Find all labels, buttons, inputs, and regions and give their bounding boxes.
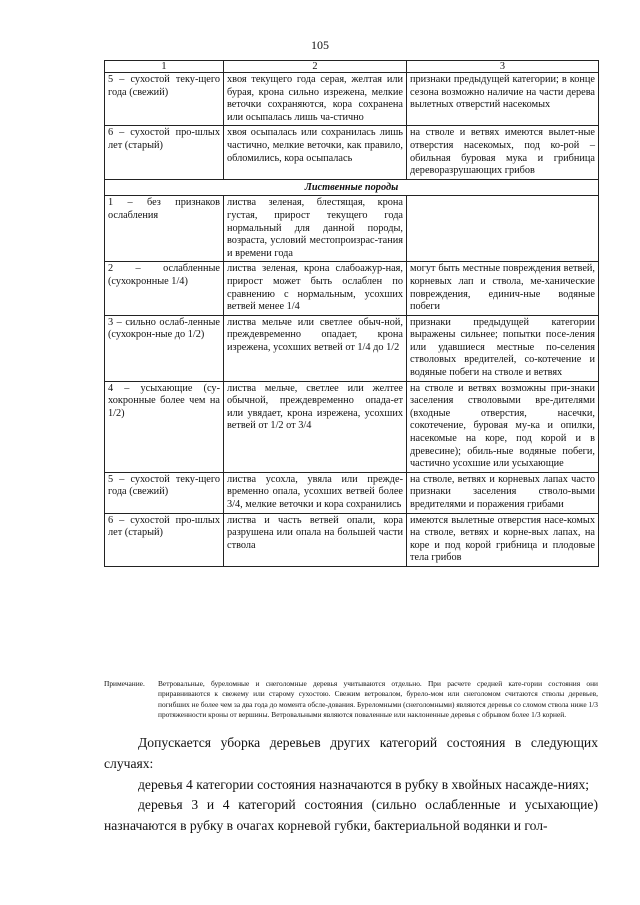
category-cell: 6 – сухостой про-шлых лет (старый) xyxy=(105,126,224,179)
section-title: Лиственные породы xyxy=(105,179,599,196)
body-text xyxy=(104,733,598,837)
table-row xyxy=(105,126,599,179)
signs-cell: листва мельче, светлее или желтее обычной, преждевременно опада-ет или увядает, крона изрежена, усохших ветвей от 1/2 от 3/4 xyxy=(224,381,407,472)
note-label: Примечание. xyxy=(104,679,145,688)
signs-cell: хвоя осыпалась или сохранилась лишь частично, мелкие веточки, как правило, обломились, кора осыпалась xyxy=(224,126,407,179)
table-row xyxy=(105,73,599,126)
column-number-1: 1 xyxy=(105,61,224,73)
category-cell: 6 – сухостой про-шлых лет (старый) xyxy=(105,513,224,566)
paragraph: деревья 3 и 4 категорий состояния (сильно ослабленные и усыхающие) назначаются в рубку в очагах корневой губки, бактериальной водянки и гол- xyxy=(104,797,598,834)
paragraph: Допускается уборка деревьев других категорий состояния в следующих случаях: xyxy=(104,735,598,771)
table-row xyxy=(105,472,599,513)
table-row xyxy=(105,381,599,472)
tree-condition-table xyxy=(104,60,599,567)
extra-signs-cell: могут быть местные повреждения ветвей, корневых лап и ствола, ме-ханические повреждения, единич-ные водяные побеги xyxy=(407,262,599,315)
table-row xyxy=(105,513,599,566)
table-note xyxy=(104,679,598,721)
extra-signs-cell: на стволе, ветвях и корневых лапах часто признаки заселения стволо-выми вредителями и поражения грибами xyxy=(407,472,599,513)
table-row xyxy=(105,315,599,381)
category-cell: 2 – ослабленные (сухокронные 1/4) xyxy=(105,262,224,315)
signs-cell: листва зеленая, крона слабоажур-ная, прирост может быть ослаблен по сравнению с нормальным, усохших ветвей менее 1/4 xyxy=(224,262,407,315)
column-number-row xyxy=(105,61,599,73)
extra-signs-cell: на стволе и ветвях имеются вылет-ные отверстия насекомых, под ко-рой – обильная буровая мука и грибница дереворазрушающих грибов xyxy=(407,126,599,179)
note-text: Ветровальные, буреломные и снеголомные деревья учитываются отдельно. При расчете средней кате-гории состояния они приравниваются к свежему или старому сухостою. Свежим ветровалом, бурело-мом или снеголомом считаются стволы деревьев, погибших не более чем за два года до момента обсле-дования. Буреломными (снеголомными) являются деревья со сломом ствола ниже 1/3 протяженности кроны от вершины. Ветровальными являются поваленные или наклоненные деревья с обрывом более 1/3 корней. xyxy=(158,679,598,720)
page-number: 105 xyxy=(311,38,329,52)
signs-cell: листва и часть ветвей опали, кора разрушена или опала на большей части ствола xyxy=(224,513,407,566)
column-number-3: 3 xyxy=(407,61,599,73)
extra-signs-cell: на стволе и ветвях возможны при-знаки заселения стволовыми вре-дителями (входные отверстия, насечки, сокотечение, буровая му-ка и опилки, насекомые на коре, под корой и в древесине); обиль-ные водяные побеги, частично усохшие или усыхающие xyxy=(407,381,599,472)
extra-signs-cell: признаки предыдущей категории выражены сильнее; попытки посе-ления или удавшиеся местные по-селения стволовых вредителей, со-котечение и водяные побеги на стволе и ветвях xyxy=(407,315,599,381)
signs-cell: листва мельче или светлее обыч-ной, преждевременно опадает, крона изрежена, усохших ветвей от 1/4 до 1/2 xyxy=(224,315,407,381)
table-row xyxy=(105,196,599,262)
column-number-2: 2 xyxy=(224,61,407,73)
table-row xyxy=(105,262,599,315)
signs-cell: листва усохла, увяла или прежде-временно опала, усохших ветвей более 3/4, мелкие веточки и кора сохранились xyxy=(224,472,407,513)
category-cell: 5 – сухостой теку-щего года (свежий) xyxy=(105,472,224,513)
category-cell: 5 – сухостой теку-щего года (свежий) xyxy=(105,73,224,126)
extra-signs-cell: признаки предыдущей категории; в конце сезона возможно наличие на части дерева вылетных отверстий насекомых xyxy=(407,73,599,126)
section-row xyxy=(105,179,599,196)
category-cell: 4 – усыхающие (су-хокронные более чем на 1/2) xyxy=(105,381,224,472)
extra-signs-cell xyxy=(407,196,599,262)
paragraph: деревья 4 категории состояния назначаются в рубку в хвойных насажде-ниях; xyxy=(138,776,590,792)
extra-signs-cell: имеются вылетные отверстия насе-комых на стволе, ветвях и корне-вых лапах, на коре и под корой грибница и плодовые тела грибов xyxy=(407,513,599,566)
category-cell: 1 – без признаков ослабления xyxy=(105,196,224,262)
signs-cell: листва зеленая, блестящая, крона густая, прирост текущего года нормальный для данной породы, возраста, условий местопроизрас-тания и времени года xyxy=(224,196,407,262)
signs-cell: хвоя текущего года серая, желтая или бурая, крона сильно изрежена, мелкие веточки сохраняются, кора сохранена или осыпалась лишь ча-стично xyxy=(224,73,407,126)
category-cell: 3 – сильно ослаб-ленные (сухокрон-ные до 1/2) xyxy=(105,315,224,381)
